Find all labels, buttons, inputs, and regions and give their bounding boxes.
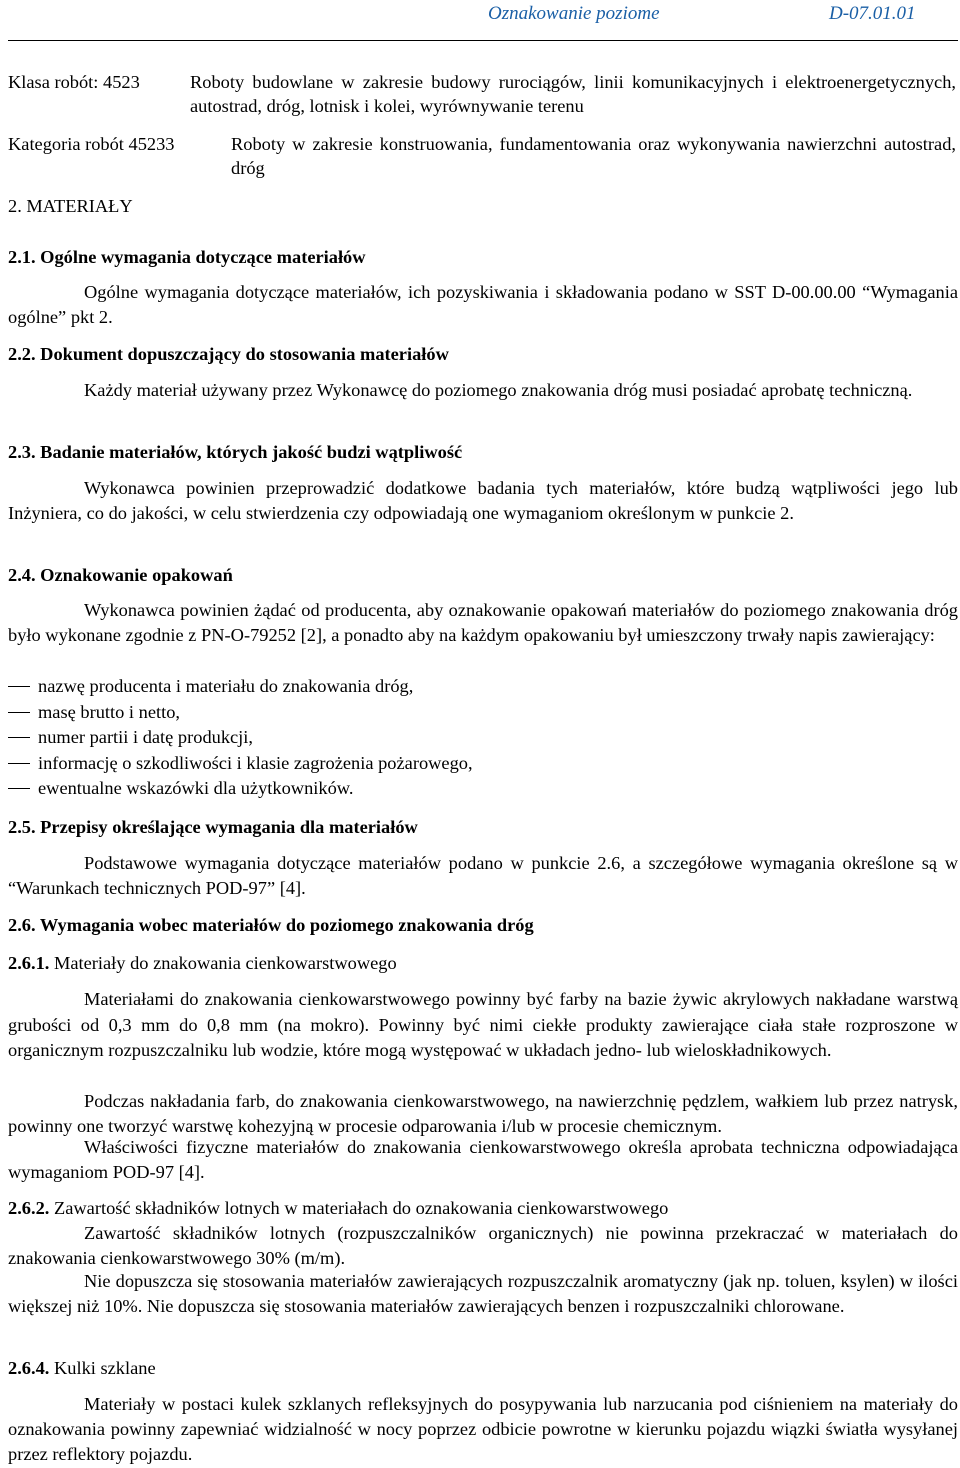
dash-icon xyxy=(8,763,30,764)
heading-2-2: 2.2. Dokument dopuszczający do stosowania materiałów xyxy=(8,344,449,364)
section-title: 2. MATERIAŁY xyxy=(8,196,133,216)
text-2-6-2-p2: Nie dopuszcza się stosowania materiałów zawierających rozpuszczalnik aromatyczny (jak np. toluen, ksylen) w ilości większej niż 10%. Nie dopuszcza się stosowania materiałów zawierających benzen i rozpuszczalniki chlorowane. xyxy=(8,1271,958,1316)
kategoria-row xyxy=(0,132,960,182)
dash-icon xyxy=(8,788,30,789)
list-item-text: masę brutto i netto, xyxy=(38,701,180,722)
list-item xyxy=(8,751,958,777)
heading-2-5: 2.5. Przepisy określające wymagania dla materiałów xyxy=(8,817,418,837)
klasa-desc: Roboty budowlane w zakresie budowy rurociągów, linii komunikacyjnych i elektroenergetycznych, autostrad, dróg, lotnisk i kolei, wyrównywanie terenu xyxy=(190,72,956,116)
heading-2-6: 2.6. Wymagania wobec materiałów do poziomego znakowania dróg xyxy=(8,915,534,935)
text-2-3: Wykonawca powinien przeprowadzić dodatkowe badania tych materiałów, które budzą wątpliwości jego lub Inżyniera, co do jakości, w celu stwierdzenia czy odpowiadają one wymaganiom określonym w punkcie 2. xyxy=(8,478,958,523)
list-item-text: nazwę producenta i materiału do znakowania dróg, xyxy=(38,676,414,696)
text-2-2: Każdy materiał używany przez Wykonawcę do poziomego znakowania dróg musi posiadać aprobatę techniczną. xyxy=(84,380,913,400)
heading-2-6-4-title: Kulki szklane xyxy=(54,1358,156,1378)
klasa-row xyxy=(0,70,960,120)
heading-2-6-2-title: Zawartość składników lotnych w materiałach do oznakowania cienkowarstwowego xyxy=(54,1198,669,1218)
page-header xyxy=(0,0,960,46)
text-2-4: Wykonawca powinien żądać od producenta, aby oznakowanie opakowań materiałów do poziomego znakowania dróg było wykonane zgodnie z PN-O-79252 [2], a ponadto aby na każdym opakowaniu był umieszczony trwały napis zawierający: xyxy=(8,600,958,645)
dash-icon xyxy=(8,737,30,738)
list-item xyxy=(8,674,958,700)
heading-2-6-1-title: Materiały do znakowania cienkowarstwowego xyxy=(54,953,397,973)
heading-2-6-4 xyxy=(8,1356,156,1380)
heading-2-6-2-number: 2.6.2. xyxy=(8,1198,50,1218)
label-items-list xyxy=(8,674,958,802)
list-item xyxy=(8,725,958,751)
list-item-text: ewentualne wskazówki dla użytkowników. xyxy=(38,778,354,798)
text-2-6-1-p2: Podczas nakładania farb, do znakowania cienkowarstwowego, na nawierzchnię pędzlem, wałkiem lub przez natrysk, powinny one tworzyć warstwę kohezyjną w procesie odparowania i/lub w procesie chemicznym. xyxy=(8,1091,958,1136)
dash-icon xyxy=(8,686,30,687)
heading-2-6-1-number: 2.6.1. xyxy=(8,953,50,973)
text-2-6-4-p1: Materiały w postaci kulek szklanych refleksyjnych do posypywania lub narzucania pod ciśnieniem na materiały do oznakowania powinny zapewniać widzialność w nocy poprzez odbicie powrotne w kierunku pojazdu wiązki światła wysyłanej przez reflektory pojazdu. xyxy=(8,1394,958,1464)
header-rule xyxy=(8,40,958,41)
heading-2-4: 2.4. Oznakowanie opakowań xyxy=(8,565,233,585)
text-2-5: Podstawowe wymagania dotyczące materiałów podano w punkcie 2.6, a szczegółowe wymagania określone są w “Warunkach technicznych POD-97” [4]. xyxy=(8,853,958,898)
text-2-1: Ogólne wymagania dotyczące materiałów, ich pozyskiwania i składowania podano w SST D-00.00.00 “Wymagania ogólne” pkt 2. xyxy=(8,282,958,327)
text-2-6-2-p1: Zawartość składników lotnych (rozpuszczalników organicznych) nie powinna przekraczać w materiałach do znakowania cienkowarstwowego 30% (m/m). xyxy=(8,1223,958,1268)
heading-2-6-1 xyxy=(8,951,397,975)
text-2-6-1-p1: Materiałami do znakowania cienkowarstwowego powinny być farby na bazie żywic akrylowych nakładane warstwą grubości od 0,3 mm do 0,8 mm (na mokro). Powinny być nimi ciekłe produkty zawierające ciała stałe rozproszone w organicznym rozpuszczalniku lub wodzie, które mogą występować w układach jedno- lub wieloskładnikowych. xyxy=(8,989,958,1061)
klasa-label: Klasa robót: 4523 xyxy=(8,72,140,92)
header-title: Oznakowanie poziome xyxy=(488,3,660,24)
list-item xyxy=(8,700,958,726)
header-code: D-07.01.01 xyxy=(829,3,916,24)
dash-icon xyxy=(8,712,30,713)
heading-2-6-4-number: 2.6.4. xyxy=(8,1358,50,1378)
list-item-text: numer partii i datę produkcji, xyxy=(38,727,254,747)
list-item xyxy=(8,776,958,802)
heading-2-6-2 xyxy=(8,1196,668,1220)
kategoria-label: Kategoria robót 45233 xyxy=(8,134,175,154)
kategoria-desc: Roboty w zakresie konstruowania, fundamentowania oraz wykonywania nawierzchni autostrad, dróg xyxy=(231,134,956,178)
heading-2-1: 2.1. Ogólne wymagania dotyczące materiałów xyxy=(8,247,366,267)
heading-2-3: 2.3. Badanie materiałów, których jakość budzi wątpliwość xyxy=(8,442,463,462)
list-item-text: informację o szkodliwości i klasie zagrożenia pożarowego, xyxy=(38,752,473,773)
text-2-6-1-p3: Właściwości fizyczne materiałów do znakowania cienkowarstwowego określa aprobata techniczna odpowiadająca wymaganiom POD-97 [4]. xyxy=(8,1137,958,1182)
